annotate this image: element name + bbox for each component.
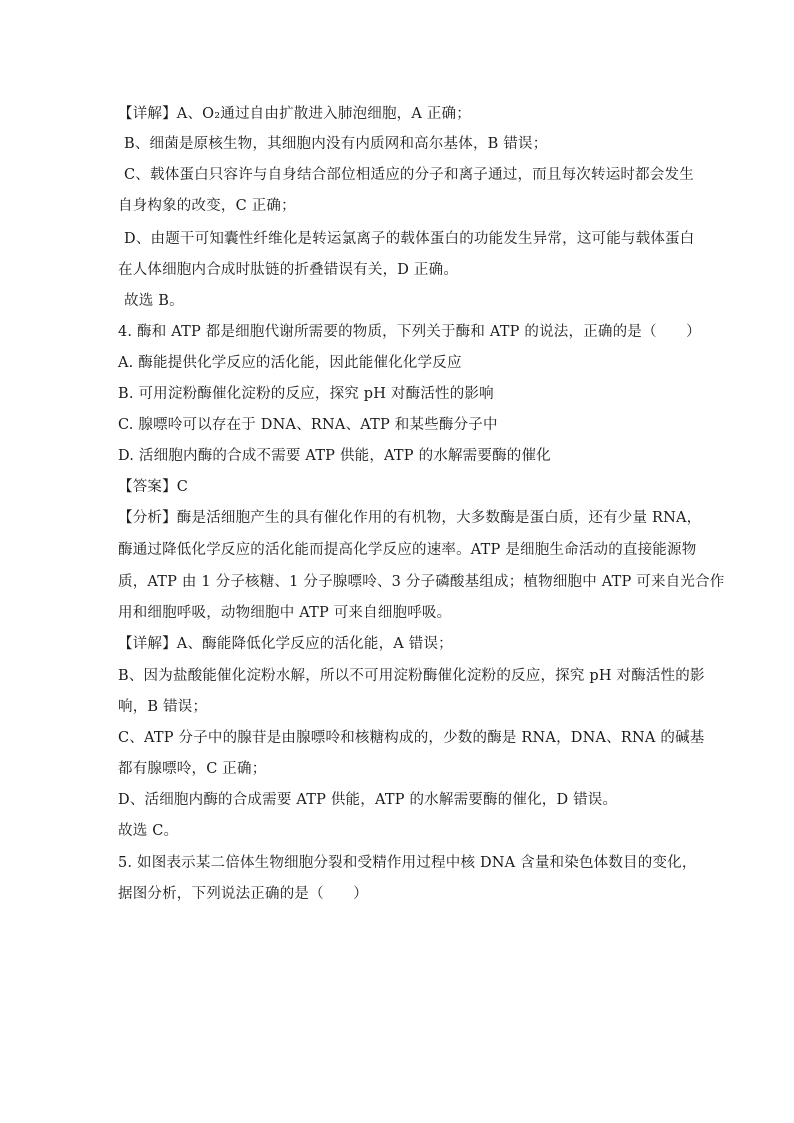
- text-line: 【详解】A、O₂通过自由扩散进入肺泡细胞，A 正确；: [118, 106, 471, 122]
- text-line: 自身构象的改变，C 正确；: [118, 198, 296, 214]
- analysis-line: 【分析】酶是活细胞产生的具有催化作用的有机物，大多数酶是蛋白质，还有少量 RNA，: [118, 510, 702, 526]
- explanation-line: C、ATP 分子中的腺苷是由腺嘌呤和核糖构成的，少数的酶是 RNA，DNA、RNA 的碱基: [118, 730, 705, 746]
- option-a: A. 酶能提供化学反应的活化能，因此能催化化学反应: [118, 355, 462, 371]
- analysis-line: 酶通过降低化学反应的活化能而提高化学反应的速率。ATP 是细胞生命活动的直接能源物: [118, 542, 697, 558]
- option-d: D. 活细胞内酶的合成不需要 ATP 供能，ATP 的水解需要酶的催化: [118, 448, 551, 464]
- explanation-line: B、因为盐酸能催化淀粉水解，所以不可用淀粉酶催化淀粉的反应，探究 pH 对酶活性的影: [118, 668, 705, 684]
- text-line: 故选 B。: [124, 293, 184, 309]
- explanation-line: 都有腺嘌呤，C 正确；: [118, 761, 267, 777]
- explanation-line: 响，B 错误；: [118, 699, 208, 715]
- text-line: D、由题干可知囊性纤维化是转运氯离子的载体蛋白的功能发生异常，这可能与载体蛋白: [124, 231, 695, 247]
- answer-line: 【答案】C: [118, 479, 189, 495]
- option-c: C. 腺嘌呤可以存在于 DNA、RNA、ATP 和某些酶分子中: [118, 417, 498, 433]
- text-line: 在人体细胞内合成时肽链的折叠错误有关，D 正确。: [118, 262, 459, 278]
- conclusion-line: 故选 C。: [118, 823, 179, 839]
- question-5-stem: 据图分析，下列说法正确的是（ ）: [118, 886, 368, 902]
- explanation-line: D、活细胞内酶的合成需要 ATP 供能，ATP 的水解需要酶的催化，D 错误。: [118, 792, 618, 808]
- analysis-line: 用和细胞呼吸，动物细胞中 ATP 可来自细胞呼吸。: [118, 605, 452, 621]
- question-5-stem: 5. 如图表示某二倍体生物细胞分裂和受精作用过程中核 DNA 含量和染色体数目的变化，: [118, 855, 697, 871]
- text-line: C、载体蛋白只容许与自身结合部位相适应的分子和离子通过，而且每次转运时都会发生: [124, 167, 694, 183]
- text-line: B、细菌是原核生物，其细胞内没有内质网和高尔基体，B 错误；: [124, 136, 548, 152]
- option-b: B. 可用淀粉酶催化淀粉的反应，探究 pH 对酶活性的影响: [118, 386, 494, 402]
- analysis-line: 质，ATP 由 1 分子核糖、1 分子腺嘌呤、3 分子磷酸基组成；植物细胞中 ATP 可来自光合作: [118, 574, 725, 590]
- explanation-line: 【详解】A、酶能降低化学反应的活化能，A 错误；: [118, 636, 453, 652]
- question-4-stem: 4. 酶和 ATP 都是细胞代谢所需要的物质，下列关于酶和 ATP 的说法，正确的是（ ）: [118, 324, 701, 340]
